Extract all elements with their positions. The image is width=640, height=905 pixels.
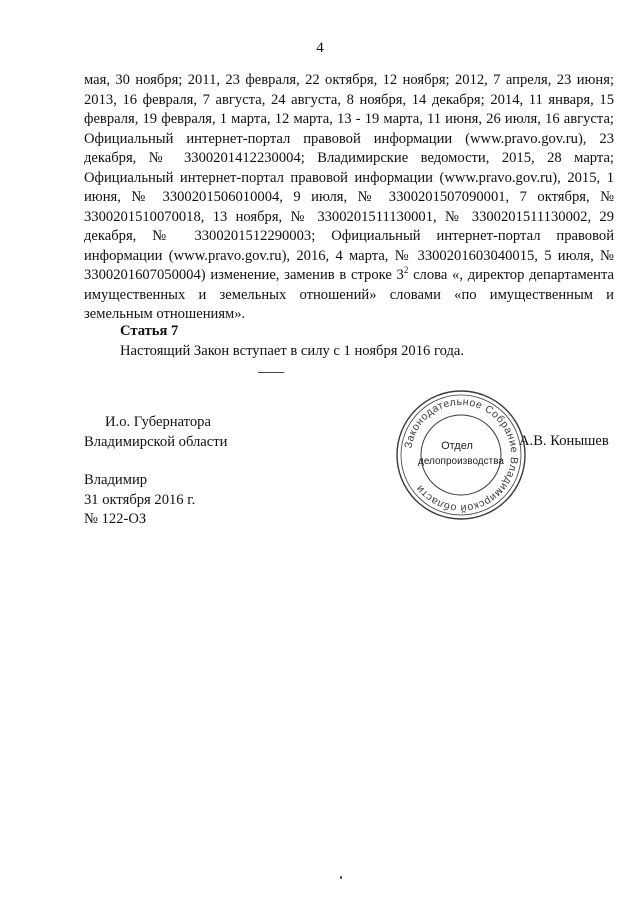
article-heading: Статья 7 [120, 323, 179, 339]
place: Владимир [84, 472, 148, 488]
signatory-block [84, 413, 227, 452]
signer-name: А.В. Конышев [519, 433, 609, 449]
article-text: Настоящий Закон вступает в силу с 1 ноября 2016 года. [120, 342, 464, 359]
separator-dash [258, 372, 284, 373]
law-number: № 122-ОЗ [84, 511, 147, 527]
date: 31 октября 2016 г. [84, 491, 196, 508]
body-superscript: 2 [403, 265, 409, 276]
article-section [120, 322, 600, 361]
signatory-title-line1: И.о. Губернатора [105, 414, 211, 430]
body-paragraph [84, 71, 614, 325]
stamp-ring-text: Законодательное Собрание Владимирской области [402, 395, 521, 515]
place-date-block [84, 471, 195, 530]
body-text-end: слова «, директор департамента имущественных и земельных отношений» словами «по имущественным и земельным отношениям». [84, 267, 614, 322]
signatory-title-line2: Владимирской области [84, 433, 228, 450]
stamp-center-line1: Отдел [441, 440, 473, 452]
body-text: мая, 30 ноября; 2011, 23 февраля, 22 октября, 12 ноября; 2012, 7 апреля, 23 июня; 2013, 16 февраля, 7 августа, 24 августа, 8 ноября, 14 декабря; 2014, 11 января, 15 февраля, 19 февраля, 1 марта, 12 марта, 13 - 19 марта, 11 июня, 26 июля, 16 августа; Официальный интернет-портал правовой информации (www.pravo.gov.ru), 23 декабря, № 3300201412230004; Владимирские ведомости, 2015, 28 марта; Официальный интернет-портал правовой информации (www.pravo.gov.ru), 2015, 1 июня, № 3300201506010004, 9 июля, № 3300201507090001, 7 октября, № 3300201510070018, 13 ноября, № 3300201511130001, № 3300201511130002, 29 декабря, № 3300201512290003; Официальный интернет-портал правовой информации (www.pravo.gov.ru), 2016, 4 марта, № 3300201603040015, 5 июля, № 3300201607050004) изменение, заменив в строке 3 [84, 72, 614, 283]
page-number: 4 [316, 40, 324, 56]
stamp-center-line2: делопроизводства [417, 456, 505, 467]
official-stamp [394, 388, 528, 522]
stray-mark [340, 876, 342, 879]
svg-text:Законодательное Собрание Влади [402, 396, 520, 514]
